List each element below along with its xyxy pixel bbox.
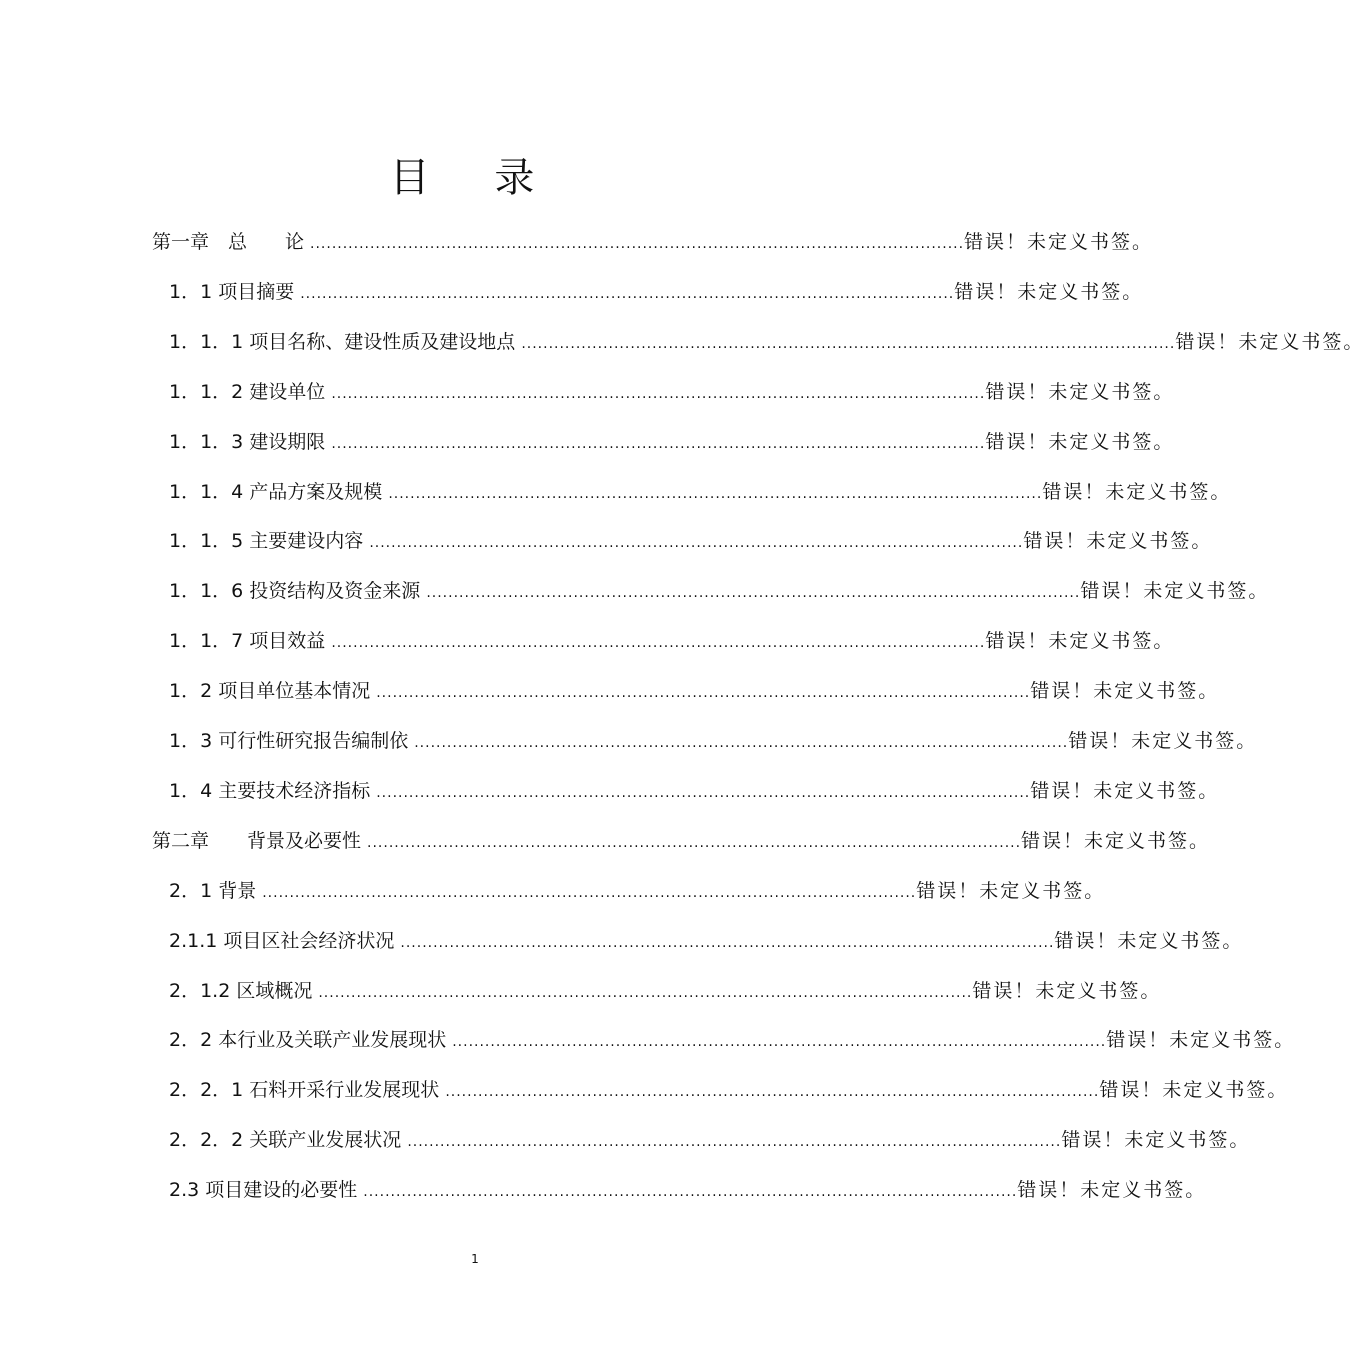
toc-entry[interactable]: [169, 670, 1220, 704]
dot-leader: ........................................................................................................................: [452, 1034, 1107, 1051]
toc-entry-page-ref: 错误！未定义书签。: [1030, 779, 1220, 802]
toc-entry[interactable]: [169, 1019, 1296, 1053]
toc-entry[interactable]: [152, 820, 1211, 854]
dot-leader: ........................................................................................................................: [521, 335, 1176, 352]
toc-title: 目 录: [389, 155, 561, 201]
toc-entry[interactable]: [169, 371, 1175, 405]
dot-leader: ........................................................................................................................: [445, 1084, 1100, 1101]
dot-leader: ........................................................................................................................: [376, 685, 1031, 702]
dot-leader: ........................................................................................................................: [367, 834, 1022, 851]
dot-leader: ........................................................................................................................: [407, 1134, 1062, 1151]
dot-leader: ........................................................................................................................: [369, 535, 1024, 552]
dot-leader: ........................................................................................................................: [331, 385, 986, 402]
toc-entry[interactable]: [169, 770, 1220, 804]
toc-entry-label: 1．1．7 项目效益: [169, 630, 326, 653]
toc-entry-page-ref: 错误！未定义书签。: [954, 280, 1144, 303]
toc-entry-page-ref: 错误！未定义书签。: [964, 231, 1154, 253]
toc-entry-page-ref: 错误！未定义书签。: [985, 630, 1175, 653]
toc-entry-page-ref: 错误！未定义书签。: [1068, 730, 1258, 752]
toc-entry-page-ref: 错误！未定义书签。: [1054, 929, 1244, 952]
dot-leader: ........................................................................................................................: [331, 435, 986, 452]
toc-entry-page-ref: 错误！未定义书签。: [1175, 330, 1364, 353]
toc-entry-page-ref: 错误！未定义书签。: [1042, 480, 1232, 503]
toc-entry-label: 1．1．3 建设期限: [169, 430, 326, 453]
toc-entry[interactable]: [169, 520, 1213, 554]
toc-entry-page-ref: 错误！未定义书签。: [985, 430, 1175, 453]
toc-entry-label: 2.1.1 项目区社会经济状况: [169, 929, 395, 952]
toc-entry-page-ref: 错误！未定义书签。: [1017, 1179, 1207, 1202]
dot-leader: ........................................................................................................................: [331, 635, 986, 652]
dot-leader: ........................................................................................................................: [310, 236, 965, 252]
toc-entry-label: 1．1．1 项目名称、建设性质及建设地点: [169, 330, 516, 353]
toc-entry-page-ref: 错误！未定义书签。: [916, 879, 1106, 902]
toc-entry-label: 1．4 主要技术经济指标: [169, 779, 371, 802]
toc-entry-label: 2．1 背景: [169, 879, 257, 902]
toc-entry[interactable]: [169, 870, 1106, 904]
toc-entry-page-ref: 错误！未定义书签。: [1030, 680, 1220, 703]
toc-entry[interactable]: [169, 970, 1162, 1004]
toc-entry-label: 2．1.2 区域概况: [169, 979, 313, 1002]
toc-entry-label: 2.3 项目建设的必要性: [169, 1179, 358, 1202]
toc-entry-label: 2．2．2 关联产业发展状况: [169, 1129, 402, 1152]
toc-entry-page-ref: 错误！未定义书签。: [1021, 829, 1211, 852]
dot-leader: ........................................................................................................................: [388, 485, 1043, 502]
toc-entry-label: 1．3 可行性研究报告编制依: [169, 730, 409, 752]
toc-entry[interactable]: [169, 471, 1232, 505]
dot-leader: ........................................................................................................................: [400, 934, 1055, 951]
dot-leader: ........................................................................................................................: [262, 884, 917, 901]
toc-entry-page-ref: 错误！未定义书签。: [1061, 1129, 1251, 1152]
dot-leader: ........................................................................................................................: [300, 285, 955, 302]
page-number: 1: [471, 1252, 479, 1266]
toc-entry-page-ref: 错误！未定义书签。: [985, 380, 1175, 403]
toc-entry-page-ref: 错误！未定义书签。: [1106, 1029, 1296, 1052]
toc-entry-label: 第二章 背景及必要性: [152, 829, 362, 852]
toc-entry[interactable]: [169, 1119, 1251, 1153]
toc-entry-page-ref: 错误！未定义书签。: [1099, 1079, 1289, 1102]
toc-entry[interactable]: [169, 421, 1175, 455]
toc-entry[interactable]: [169, 620, 1175, 654]
dot-leader: ........................................................................................................................: [363, 1184, 1018, 1201]
toc-entry[interactable]: [169, 1069, 1289, 1103]
toc-entry-label: 1．2 项目单位基本情况: [169, 680, 371, 703]
toc-entry[interactable]: [152, 221, 1154, 255]
toc-entry-label: 1．1 项目摘要: [169, 280, 295, 303]
dot-leader: ........................................................................................................................: [318, 984, 973, 1001]
toc-entry[interactable]: [169, 321, 1364, 355]
toc-entry-label: 1．1．4 产品方案及规模: [169, 480, 383, 503]
toc-entry-label: 1．1．5 主要建设内容: [169, 530, 364, 553]
toc-entry[interactable]: [169, 920, 1244, 954]
toc-entry[interactable]: [169, 1169, 1207, 1203]
dot-leader: ........................................................................................................................: [414, 735, 1069, 751]
toc-entry-page-ref: 错误！未定义书签。: [1023, 530, 1213, 553]
toc-entry-label: 1．1．2 建设单位: [169, 380, 326, 403]
toc-entry-label: 1．1．6 投资结构及资金来源: [169, 580, 421, 603]
toc-entry[interactable]: [169, 570, 1270, 604]
toc-entry-page-ref: 错误！未定义书签。: [972, 979, 1162, 1002]
dot-leader: ........................................................................................................................: [426, 585, 1081, 602]
toc-entry[interactable]: [169, 271, 1144, 305]
toc-entry-label: 第一章 总 论: [152, 231, 305, 253]
dot-leader: ........................................................................................................................: [376, 784, 1031, 801]
toc-entry-page-ref: 错误！未定义书签。: [1080, 580, 1270, 603]
toc-entry-label: 2．2．1 石料开采行业发展现状: [169, 1079, 440, 1102]
toc-entry-label: 2．2 本行业及关联产业发展现状: [169, 1029, 447, 1052]
toc-entry[interactable]: [169, 720, 1258, 754]
